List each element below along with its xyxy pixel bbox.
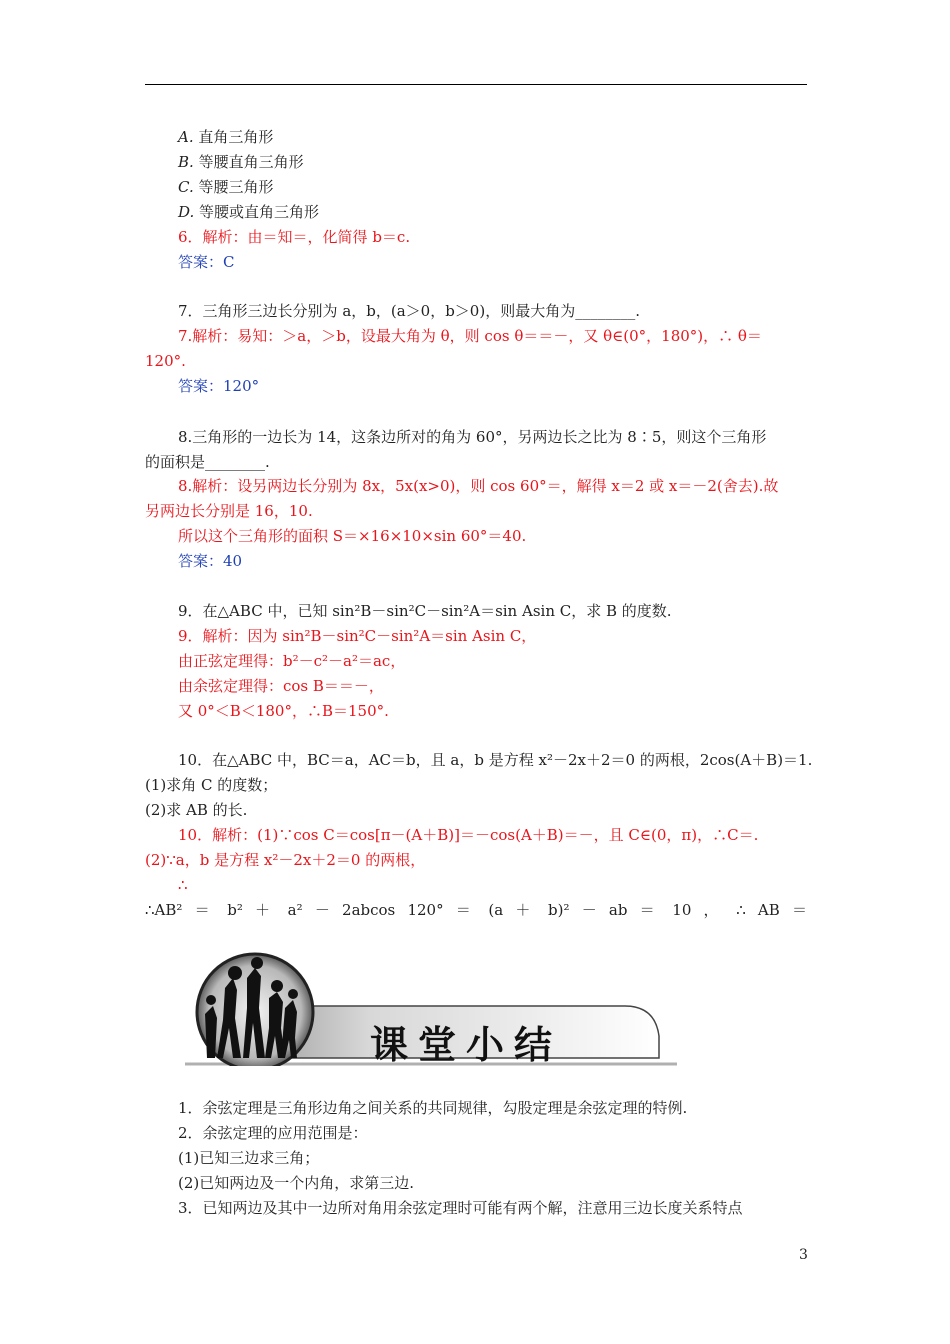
q10-question-line3: (2)求 AB 的长. [145,801,248,819]
q6-answer: 答案：C [178,253,235,271]
q10-analysis-line2: (2)∵a，b 是方程 x²－2x＋2＝0 的两根， [145,851,426,869]
q10-question-line1: 10．在△ABC 中，BC＝a，AC＝b，且 a，b 是方程 x²－2x＋2＝0 的两根，2cos(A＋B)＝1. [178,751,813,769]
q9-analysis-line4: 又 0°＜B＜180°，∴B＝150°. [178,702,389,720]
q8-analysis-line1: 8.解析：设另两边长分别为 8x，5x(x>0)，则 cos 60°＝，解得 x＝2 或 x＝－2(舍去).故 [178,477,779,495]
q7-analysis-line1: 7.解析：易知：＞a，＞b，设最大角为 θ，则 cos θ＝＝－，又 θ∈(0°，180°)，∴ θ＝ [178,327,762,345]
q9-question: 9．在△ABC 中，已知 sin²B－sin²C－sin²A＝sin Asin C，求 B 的度数. [178,602,672,620]
summary-line2: 2．余弦定理的应用范围是： [178,1124,368,1142]
q6-analysis: 6．解析：由＝知＝，化简得 b＝c. [178,228,411,246]
option-a: A. 直角三角形 [178,128,274,146]
q9-analysis-line1: 9．解析：因为 sin²B－sin²C－sin²A＝sin Asin C， [178,627,537,645]
option-d: D. 等腰或直角三角形 [178,203,320,221]
option-b: B. 等腰直角三角形 [178,153,304,171]
q7-question: 7．三角形三边长分别为 a，b，(a＞0，b＞0)，则最大角为________. [178,302,640,320]
q10-analysis-line1: 10．解析：(1)∵cos C＝cos[π－(A＋B)]＝－cos(A＋B)＝－，且 C∈(0，π)，∴C＝. [178,826,759,844]
summary-line3: (1)已知三边求三角； [178,1149,320,1167]
page-number: 3 [799,1247,808,1263]
q10-question-line2: (1)求角 C 的度数； [145,776,278,794]
header-rule [145,84,807,85]
option-c: C. 等腰三角形 [178,178,274,196]
q8-question-line2: 的面积是________. [145,453,270,471]
q7-analysis-line2: 120°. [145,352,186,370]
q7-answer: 答案：120° [178,377,260,395]
q8-answer: 答案：40 [178,552,243,570]
q9-analysis-line2: 由正弦定理得：b²－c²－a²＝ac， [178,652,406,670]
q8-analysis-line3: 所以这个三角形的面积 S＝×16×10×sin 60°＝40. [178,527,527,545]
q10-analysis-line3: ∴ [178,876,188,894]
q9-analysis-line3: 由余弦定理得：cos B＝＝－， [178,677,384,695]
summary-line1: 1．余弦定理是三角形边角之间关系的共同规律，勾股定理是余弦定理的特例. [178,1099,688,1117]
summary-line4: (2)已知两边及一个内角，求第三边. [178,1174,415,1192]
q8-analysis-line2: 另两边长分别是 16，10. [145,502,313,520]
q8-question-line1: 8.三角形的一边长为 14，这条边所对的角为 60°，另两边长之比为 8∶5，则这个三角形 [178,428,767,446]
q10-analysis-line4: ∴AB² ＝ b² ＋ a² － 2abcos 120° ＝ (a ＋ b)² － ab ＝ 10 ， ∴ AB ＝ [145,901,807,919]
banner-title: 课堂小结 [370,1022,563,1067]
section-banner [185,948,677,1066]
summary-line5: 3．已知两边及其中一边所对角用余弦定理时可能有两个解，注意用三边长度关系特点 [178,1199,743,1217]
